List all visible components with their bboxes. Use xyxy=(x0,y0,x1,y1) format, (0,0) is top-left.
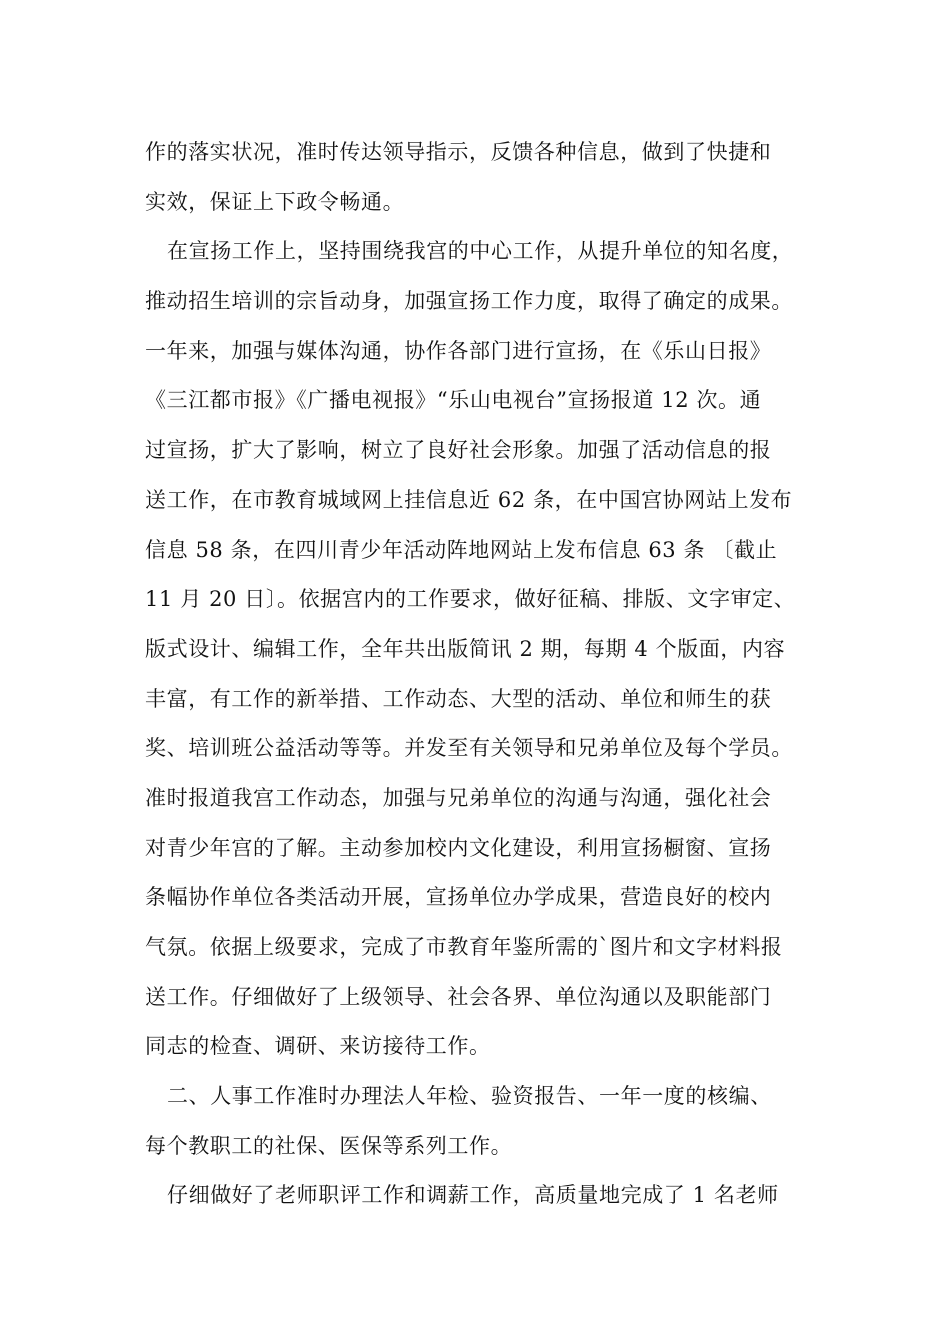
text-line: 条幅协作单位各类活动开展，宣扬单位办学成果，营造良好的校内 xyxy=(145,885,772,910)
text-line: 一年来，加强与媒体沟通，协作各部门进行宣扬，在《乐山日报》 xyxy=(145,338,772,363)
paragraph-start-line: 仔细做好了老师职评工作和调薪工作，高质量地完成了 1 名老师 xyxy=(167,1183,779,1208)
text-line: 奖、培训班公益活动等等。并发至有关领导和兄弟单位及每个学员。 xyxy=(145,736,793,761)
paragraph-start-line: 在宣扬工作上，坚持围绕我宫的中心工作，从提升单位的知名度， xyxy=(167,239,794,264)
body-text xyxy=(145,128,825,1221)
text-line: 实效，保证上下政令畅通。 xyxy=(145,189,405,214)
text-line: 每个教职工的社保、医保等系列工作。 xyxy=(145,1133,513,1158)
section-heading-line: 二、人事工作准时办理法人年检、验资报告、一年一度的核编、 xyxy=(167,1084,772,1109)
text-line: 送工作。仔细做好了上级领导、社会各界、单位沟通以及职能部门 xyxy=(145,984,772,1009)
text-line: 过宣扬，扩大了影响，树立了良好社会形象。加强了活动信息的报 xyxy=(145,438,772,463)
text-line: 信息 58 条，在四川青少年活动阵地网站上发布信息 63 条 〔截止 xyxy=(145,537,778,562)
text-line: 送工作，在市教育城域网上挂信息近 62 条，在中国宫协网站上发布 xyxy=(145,487,793,512)
text-line: 气氛。依据上级要求，完成了市教育年鉴所需的`图片和文字材料报 xyxy=(145,935,783,959)
text-line: 对青少年宫的了解。主动参加校内文化建设，利用宣扬橱窗、宣扬 xyxy=(145,835,772,860)
text-line: 作的落实状况，准时传达领导指示，反馈各种信息，做到了快捷和 xyxy=(145,140,772,164)
text-line: 推动招生培训的宗旨动身，加强宣扬工作力度，取得了确定的成果。 xyxy=(145,289,793,314)
text-line: 11 月 20 日〕。依据宫内的工作要求，做好征稿、排版、文字审定、 xyxy=(145,587,796,612)
text-line: 丰富，有工作的新举措、工作动态、大型的活动、单位和师生的获 xyxy=(145,686,772,711)
text-line: 准时报道我宫工作动态，加强与兄弟单位的沟通与沟通，强化社会 xyxy=(145,785,772,810)
text-line: 同志的检查、调研、来访接待工作。 xyxy=(145,1034,491,1059)
text-line: 《三江都市报》《广播电视报》“乐山电视台”宣扬报道 12 次。通 xyxy=(145,388,762,413)
text-line: 版式设计、编辑工作，全年共出版简讯 2 期，每期 4 个版面，内容 xyxy=(145,636,786,661)
